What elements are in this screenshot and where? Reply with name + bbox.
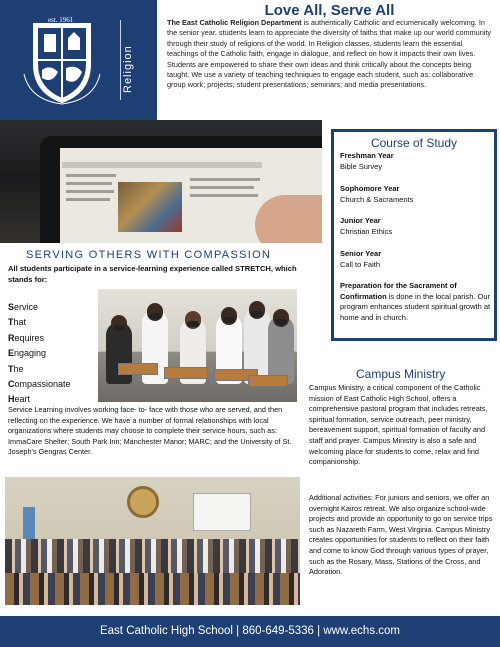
serving-intro: All students participate in a service-learning experience called STRETCH, which stands for: [8,264,297,284]
header-banner [0,0,157,120]
course-item-sophomore [340,184,494,205]
stained-glass-window [23,507,35,539]
stretch-acronym-list [8,300,98,408]
course-of-study-box [331,129,497,341]
intro-paragraph [167,18,493,91]
confirmation-note [340,281,494,323]
intro-body: is authentically Catholic and ecumenically welcoming. In the senior year, students learn to appreciate the diversity of faiths that make up our world community through their study of religions of the world. In Religion classes, students learn the essential teachings of the Catholic faith, engage in dialogue, and reflect on how it impacts their own lives. Students are empowered to share their own ideas and think critically about the concepts being taught. We use a variety of teaching techniques to engage each student, such as: collaborative group work; projects; student presentations; seminars; and media presentations. [167,18,492,90]
school-crest-icon [20,14,104,106]
divider [120,20,121,100]
course-year: Senior Year [340,249,382,258]
department-label: Religion [122,45,134,93]
chapel-group-photo [5,477,300,605]
course-year: Sophomore Year [340,184,400,193]
campus-ministry-title: Campus Ministry [356,367,446,381]
footer-bar [0,616,500,647]
acronym-line: Engaging [8,348,47,359]
service-learning-text: Service Learning involves working face- to- face with those who are served, and then reflecting on the experience. We have a number of formal relationships with local organizations where students may choose to complete their service hours, such as: ImmaCare Shelter; South Park Inn; Manchester Manor; MARC; and the University of St. Joseph's Gengras Center. [8,405,292,457]
footer-contact: East Catholic High School | 860-649-5336 | www.echs.com [99,625,401,637]
course-name: Call to Faith [340,259,381,269]
rose-window [127,486,159,518]
course-name: Christian Ethics [340,226,393,236]
est-year: est. 1961 [48,16,74,24]
tablet-photo [0,120,322,243]
intro-lead: The East Catholic Religion Department [167,18,302,27]
confirmation-body: is done in the local parish. Our program enhances student spiritual growth at home and in church. [340,291,491,322]
serving-section-title: SERVING OTHERS WITH COMPASSION [26,249,272,261]
acronym-line: Heart [8,394,31,405]
course-item-senior [340,249,494,270]
student-group-front [5,573,300,605]
acronym-line: That [8,317,27,328]
course-of-study-title: Course of Study [370,136,458,150]
course-name: Church & Sacraments [340,194,414,204]
confirmation-lead: Preparation for the Sacrament of Confirmation [340,281,457,301]
course-year: Freshman Year [340,151,394,160]
service-learning-photo [98,289,297,402]
additional-activities-text: Additional activities: For juniors and seniors, we offer an overnight Kairos retreat. We also organize school-wide projects and provide an opportunity to go on service trips such as Nazareth Farm, West Virginia. Campus Ministry creates opportunities for students to reflect on their faith and come to know God through various types of prayer, such as the Rosary, Mass, Stations of the Cross, and Adoration. [309,493,493,577]
screen-artwork [118,182,182,232]
campus-ministry-text: Campus Ministry, a critical component of the Catholic mission of East Catholic High School, offers a comprehensive pastoral program that includes retreats, spiritual formation, service outreach, peer ministry, bereavement support, spiritual formation of faculty and staff and prayer. Campus Ministry is also a safe and welcoming place for students to come, relax and find companionship. [309,383,488,467]
acronym-line: Compassionate [8,379,71,390]
acronym-line: The [8,363,24,374]
projection-screen [193,493,251,531]
hand [255,195,322,243]
course-name: Bible Survey [340,161,383,171]
page-title: Love All, Serve All [264,2,395,19]
acronym-line: Service [8,302,39,312]
screen-header-bar [62,162,262,168]
course-year: Junior Year [340,216,381,225]
course-item-junior [340,216,494,237]
acronym-line: Requires [8,332,45,343]
course-item-freshman [340,151,494,172]
